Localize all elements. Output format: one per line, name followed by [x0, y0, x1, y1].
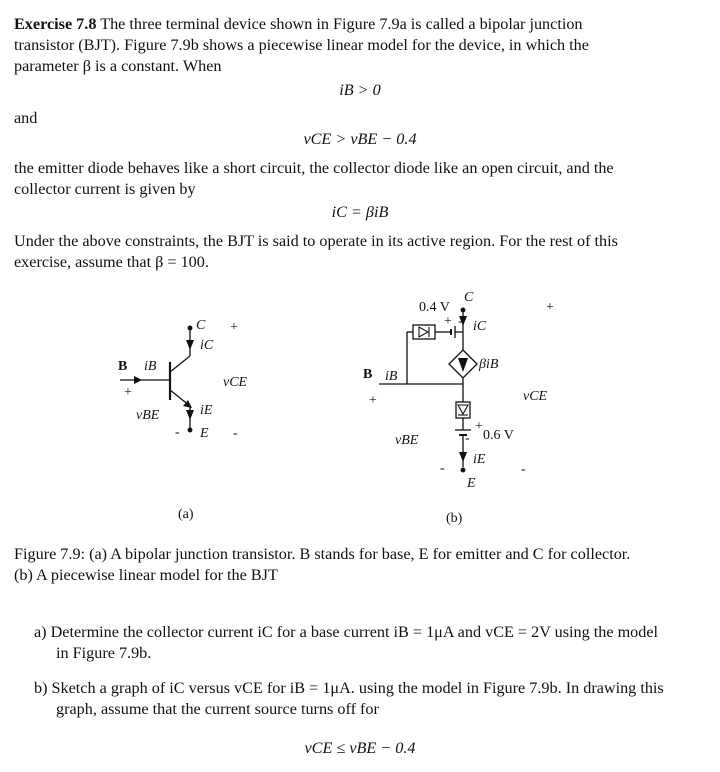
- label-b: B: [118, 359, 128, 374]
- mid-paragraph: the emitter diode behaves like a short circuit, the collector diode like an open circuit, and the collector current is given by: [14, 159, 614, 198]
- plus-06: +: [475, 419, 483, 434]
- ie-arrow-icon: [186, 410, 194, 420]
- label-c: C: [196, 318, 206, 333]
- equation-ic-beta-ib: iC = βiB: [331, 203, 389, 221]
- collector-diode-box: [413, 325, 435, 339]
- minus-small: -: [458, 314, 463, 329]
- label-ic: iC: [200, 338, 214, 353]
- exercise-intro: [14, 14, 644, 77]
- ic-arrow-icon: [186, 340, 194, 350]
- plus-small: +: [444, 314, 452, 329]
- sub-label-b: (b): [446, 511, 463, 526]
- current-source-arrow-icon: [458, 358, 468, 372]
- bjt-symbol-diagram: [100, 300, 280, 530]
- plus-left: +: [369, 393, 377, 408]
- minus-right: -: [521, 462, 526, 477]
- label-c: C: [464, 290, 474, 305]
- label-b: B: [363, 367, 373, 382]
- label-ie: iE: [473, 452, 486, 467]
- emitter-diode-icon: [458, 405, 468, 414]
- emitter-node: [461, 468, 465, 472]
- equation-vce-off: vCE ≤ vBE − 0.4: [304, 739, 416, 757]
- label-vbe: vBE: [395, 433, 419, 448]
- label-vce: vCE: [223, 375, 248, 390]
- figure-a: [100, 300, 280, 530]
- and-text: and: [14, 109, 38, 127]
- minus-06: -: [465, 431, 470, 446]
- label-ic: iC: [473, 319, 487, 334]
- emitter-diode-box: [456, 402, 470, 418]
- question-b: b) Sketch a graph of iC versus vCE for iB = 1μA. using the model in Figure 7.9b. In drawing this graph, assume that the current source turns off for: [34, 679, 664, 718]
- label-ie: iE: [200, 403, 213, 418]
- minus-left: -: [175, 425, 180, 440]
- question-a: a) Determine the collector current iC for a base current iB = 1μA and vCE = 2V using the model in Figure 7.9b.: [34, 623, 659, 662]
- label-e: E: [467, 476, 476, 491]
- equation-ib-positive: iB > 0: [339, 81, 381, 99]
- label-e: E: [200, 426, 209, 441]
- minus-left: -: [440, 461, 445, 476]
- collector-diode-icon: [419, 327, 428, 337]
- plus-left: +: [124, 385, 132, 400]
- collector-node: [188, 326, 192, 330]
- label-vbe: vBE: [136, 408, 160, 423]
- exercise-intro-text: The three terminal device shown in Figure 7.9a is called a bipolar junction transistor (BJT). Figure 7.9b shows a piecewise linear model for the device, in which the parameter β is a constant. When: [14, 15, 589, 75]
- label-04v: 0.4 V: [419, 300, 450, 315]
- plus-top: +: [230, 320, 238, 335]
- plus-top: +: [546, 300, 554, 315]
- exercise-title: Exercise 7.8: [14, 15, 97, 33]
- ib-arrow-icon: [134, 376, 142, 384]
- collector-node: [461, 308, 465, 312]
- figure-caption: Figure 7.9: (a) A bipolar junction transistor. B stands for base, E for emitter and C for collector. (b) A piecewise linear model for the BJT: [14, 545, 631, 584]
- constraint-paragraph: Under the above constraints, the BJT is said to operate in its active region. For the rest of this exercise, assume that β = 100.: [14, 232, 618, 271]
- emitter-node: [188, 428, 192, 432]
- label-06v: 0.6 V: [483, 428, 514, 443]
- minus-right: -: [233, 426, 238, 441]
- label-beta-ib: βiB: [479, 357, 499, 372]
- ie-arrow-icon: [459, 452, 467, 462]
- bjt-model-diagram: [355, 282, 555, 532]
- collector-lead: [170, 356, 190, 372]
- label-vce: vCE: [523, 389, 548, 404]
- equation-vce-condition: vCE > vBE − 0.4: [303, 130, 417, 148]
- label-ib: iB: [385, 369, 398, 384]
- figure-b: [355, 282, 555, 532]
- label-ib: iB: [144, 359, 157, 374]
- sub-label-a: (a): [178, 507, 194, 522]
